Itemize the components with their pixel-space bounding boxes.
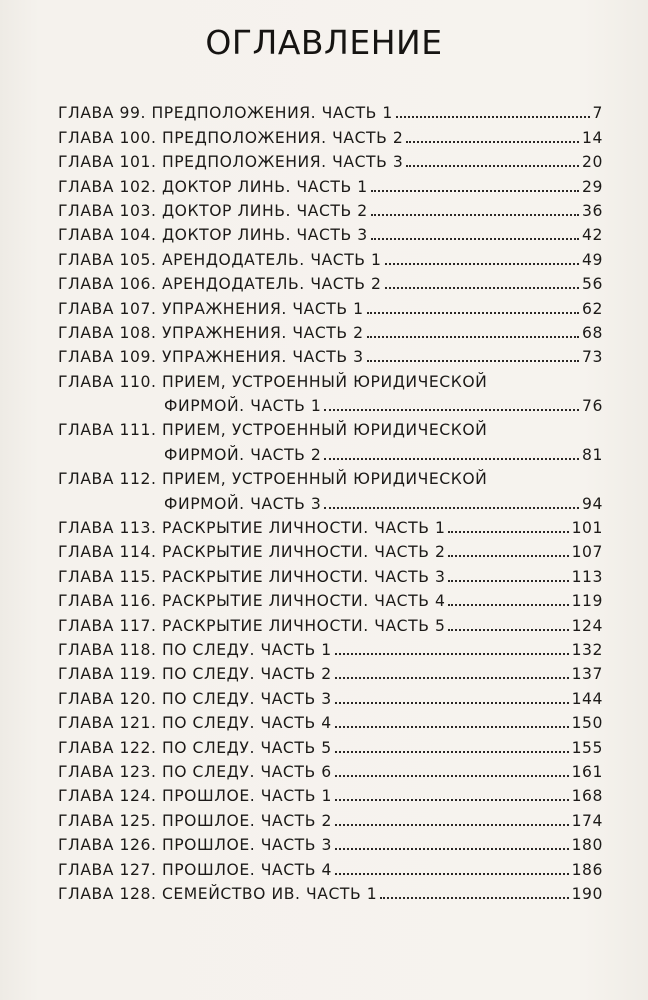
dot-leader xyxy=(335,799,569,801)
toc-entry xyxy=(58,269,603,293)
dot-leader xyxy=(448,629,568,631)
toc-page-number: 73 xyxy=(582,348,603,367)
toc-page-number: 124 xyxy=(571,616,603,635)
dot-leader xyxy=(380,897,568,899)
toc-entry-heading xyxy=(58,366,603,390)
toc-entry-title: ГЛАВА 119. ПО СЛЕДУ. ЧАСТЬ 2 xyxy=(58,665,332,684)
dot-leader xyxy=(335,848,569,850)
toc-entry xyxy=(58,513,603,537)
dot-leader xyxy=(371,214,579,216)
table-of-contents xyxy=(58,98,603,903)
toc-entry-title: ГЛАВА 123. ПО СЛЕДУ. ЧАСТЬ 6 xyxy=(58,762,332,781)
dot-leader xyxy=(335,873,569,875)
dot-leader xyxy=(324,507,579,509)
toc-entry-title: ГЛАВА 124. ПРОШЛОЕ. ЧАСТЬ 1 xyxy=(58,787,332,806)
toc-page-number: 81 xyxy=(582,445,603,464)
toc-page-number: 14 xyxy=(582,128,603,147)
toc-entry-title: ГЛАВА 105. АРЕНДОДАТЕЛЬ. ЧАСТЬ 1 xyxy=(58,250,382,269)
dot-leader xyxy=(371,238,579,240)
toc-entry xyxy=(58,683,603,707)
toc-page-number: 137 xyxy=(571,665,603,684)
toc-page-number: 7 xyxy=(592,104,603,123)
dot-leader xyxy=(371,190,579,192)
dot-leader xyxy=(448,555,568,557)
dot-leader xyxy=(385,263,580,265)
toc-entry xyxy=(58,122,603,146)
toc-page-number: 168 xyxy=(571,787,603,806)
toc-page-number: 29 xyxy=(582,177,603,196)
dot-leader xyxy=(406,141,579,143)
toc-entry-heading xyxy=(58,415,603,439)
toc-page-number: 155 xyxy=(571,738,603,757)
toc-entry xyxy=(58,147,603,171)
toc-page-number: 113 xyxy=(571,567,603,586)
toc-entry-title: ГЛАВА 101. ПРЕДПОЛОЖЕНИЯ. ЧАСТЬ 3 xyxy=(58,153,404,172)
toc-entry xyxy=(58,879,603,903)
toc-entry xyxy=(58,757,603,781)
toc-page-number: 144 xyxy=(571,689,603,708)
toc-entry-title: ГЛАВА 110. ПРИЕМ, УСТРОЕННЫЙ ЮРИДИЧЕСКОЙ xyxy=(58,372,488,391)
toc-page-number: 132 xyxy=(571,640,603,659)
toc-entry xyxy=(58,854,603,878)
dot-leader xyxy=(448,531,568,533)
dot-leader xyxy=(335,653,569,655)
dot-leader xyxy=(367,312,579,314)
toc-entry-title: ГЛАВА 99. ПРЕДПОЛОЖЕНИЯ. ЧАСТЬ 1 xyxy=(58,104,393,123)
toc-entry-title: ГЛАВА 125. ПРОШЛОЕ. ЧАСТЬ 2 xyxy=(58,811,332,830)
toc-entry xyxy=(58,537,603,561)
toc-entry xyxy=(58,98,603,122)
toc-page-number: 62 xyxy=(582,299,603,318)
dot-leader xyxy=(367,360,579,362)
toc-entry-title: ГЛАВА 112. ПРИЕМ, УСТРОЕННЫЙ ЮРИДИЧЕСКОЙ xyxy=(58,470,488,489)
dot-leader xyxy=(396,116,590,118)
toc-entry-title: ГЛАВА 103. ДОКТОР ЛИНЬ. ЧАСТЬ 2 xyxy=(58,201,368,220)
toc-entry-title: ГЛАВА 108. УПРАЖНЕНИЯ. ЧАСТЬ 2 xyxy=(58,323,364,342)
toc-entry xyxy=(58,171,603,195)
toc-entry xyxy=(58,781,603,805)
toc-entry-title: ГЛАВА 117. РАСКРЫТИЕ ЛИЧНОСТИ. ЧАСТЬ 5 xyxy=(58,616,446,635)
toc-entry xyxy=(58,244,603,268)
toc-page-number: 161 xyxy=(571,762,603,781)
toc-entry-title: ГЛАВА 106. АРЕНДОДАТЕЛЬ. ЧАСТЬ 2 xyxy=(58,275,382,294)
dot-leader xyxy=(335,824,569,826)
toc-page-number: 68 xyxy=(582,323,603,342)
toc-entry xyxy=(58,488,603,512)
toc-entry-title-continued: ФИРМОЙ. ЧАСТЬ 2 xyxy=(164,445,322,464)
toc-entry-title: ГЛАВА 100. ПРЕДПОЛОЖЕНИЯ. ЧАСТЬ 2 xyxy=(58,128,404,147)
toc-entry xyxy=(58,342,603,366)
toc-page-number: 36 xyxy=(582,201,603,220)
toc-entry xyxy=(58,318,603,342)
dot-leader xyxy=(406,165,579,167)
toc-page-number: 174 xyxy=(571,811,603,830)
toc-entry-title: ГЛАВА 115. РАСКРЫТИЕ ЛИЧНОСТИ. ЧАСТЬ 3 xyxy=(58,567,446,586)
toc-entry xyxy=(58,635,603,659)
toc-entry xyxy=(58,659,603,683)
toc-page-number: 119 xyxy=(571,592,603,611)
toc-entry-title: ГЛАВА 111. ПРИЕМ, УСТРОЕННЫЙ ЮРИДИЧЕСКОЙ xyxy=(58,421,488,440)
dot-leader xyxy=(335,726,569,728)
toc-entry xyxy=(58,220,603,244)
toc-entry xyxy=(58,196,603,220)
toc-entry xyxy=(58,805,603,829)
toc-page-number: 150 xyxy=(571,714,603,733)
toc-entry-title: ГЛАВА 114. РАСКРЫТИЕ ЛИЧНОСТИ. ЧАСТЬ 2 xyxy=(58,543,446,562)
page-title: ОГЛАВЛЕНИЕ xyxy=(205,23,443,62)
toc-entry-title: ГЛАВА 118. ПО СЛЕДУ. ЧАСТЬ 1 xyxy=(58,640,332,659)
dot-leader xyxy=(324,458,579,460)
dot-leader xyxy=(367,336,579,338)
toc-entry-heading xyxy=(58,464,603,488)
toc-page-number: 49 xyxy=(582,250,603,269)
toc-entry-title: ГЛАВА 102. ДОКТОР ЛИНЬ. ЧАСТЬ 1 xyxy=(58,177,368,196)
toc-entry xyxy=(58,293,603,317)
toc-page-number: 107 xyxy=(571,543,603,562)
toc-entry xyxy=(58,610,603,634)
toc-page-number: 20 xyxy=(582,153,603,172)
toc-entry-title-continued: ФИРМОЙ. ЧАСТЬ 1 xyxy=(164,397,322,416)
toc-page-number: 42 xyxy=(582,226,603,245)
toc-entry-title: ГЛАВА 126. ПРОШЛОЕ. ЧАСТЬ 3 xyxy=(58,836,332,855)
toc-entry-title-continued: ФИРМОЙ. ЧАСТЬ 3 xyxy=(164,494,322,513)
toc-entry-title: ГЛАВА 116. РАСКРЫТИЕ ЛИЧНОСТИ. ЧАСТЬ 4 xyxy=(58,592,446,611)
dot-leader xyxy=(335,702,569,704)
dot-leader xyxy=(385,287,580,289)
toc-entry xyxy=(58,391,603,415)
toc-page-number: 180 xyxy=(571,836,603,855)
toc-page-number: 190 xyxy=(571,884,603,903)
dot-leader xyxy=(448,580,568,582)
dot-leader xyxy=(335,775,569,777)
toc-page-number: 56 xyxy=(582,275,603,294)
dot-leader xyxy=(324,409,579,411)
toc-entry-title: ГЛАВА 127. ПРОШЛОЕ. ЧАСТЬ 4 xyxy=(58,860,332,879)
toc-entry xyxy=(58,439,603,463)
toc-entry-title: ГЛАВА 122. ПО СЛЕДУ. ЧАСТЬ 5 xyxy=(58,738,332,757)
toc-entry xyxy=(58,732,603,756)
toc-entry-title: ГЛАВА 121. ПО СЛЕДУ. ЧАСТЬ 4 xyxy=(58,714,332,733)
toc-entry-title: ГЛАВА 128. СЕМЕЙСТВО ИВ. ЧАСТЬ 1 xyxy=(58,884,378,903)
toc-entry-title: ГЛАВА 104. ДОКТОР ЛИНЬ. ЧАСТЬ 3 xyxy=(58,226,368,245)
toc-page-number: 94 xyxy=(582,494,603,513)
toc-entry xyxy=(58,561,603,585)
toc-entry xyxy=(58,586,603,610)
toc-entry-title: ГЛАВА 107. УПРАЖНЕНИЯ. ЧАСТЬ 1 xyxy=(58,299,364,318)
toc-page-number: 101 xyxy=(571,519,603,538)
dot-leader xyxy=(335,751,569,753)
toc-page-number: 186 xyxy=(571,860,603,879)
dot-leader xyxy=(335,677,569,679)
toc-entry-title: ГЛАВА 113. РАСКРЫТИЕ ЛИЧНОСТИ. ЧАСТЬ 1 xyxy=(58,519,446,538)
toc-page-number: 76 xyxy=(582,397,603,416)
toc-entry xyxy=(58,708,603,732)
toc-entry-title: ГЛАВА 120. ПО СЛЕДУ. ЧАСТЬ 3 xyxy=(58,689,332,708)
dot-leader xyxy=(448,604,568,606)
toc-entry-title: ГЛАВА 109. УПРАЖНЕНИЯ. ЧАСТЬ 3 xyxy=(58,348,364,367)
toc-entry xyxy=(58,830,603,854)
